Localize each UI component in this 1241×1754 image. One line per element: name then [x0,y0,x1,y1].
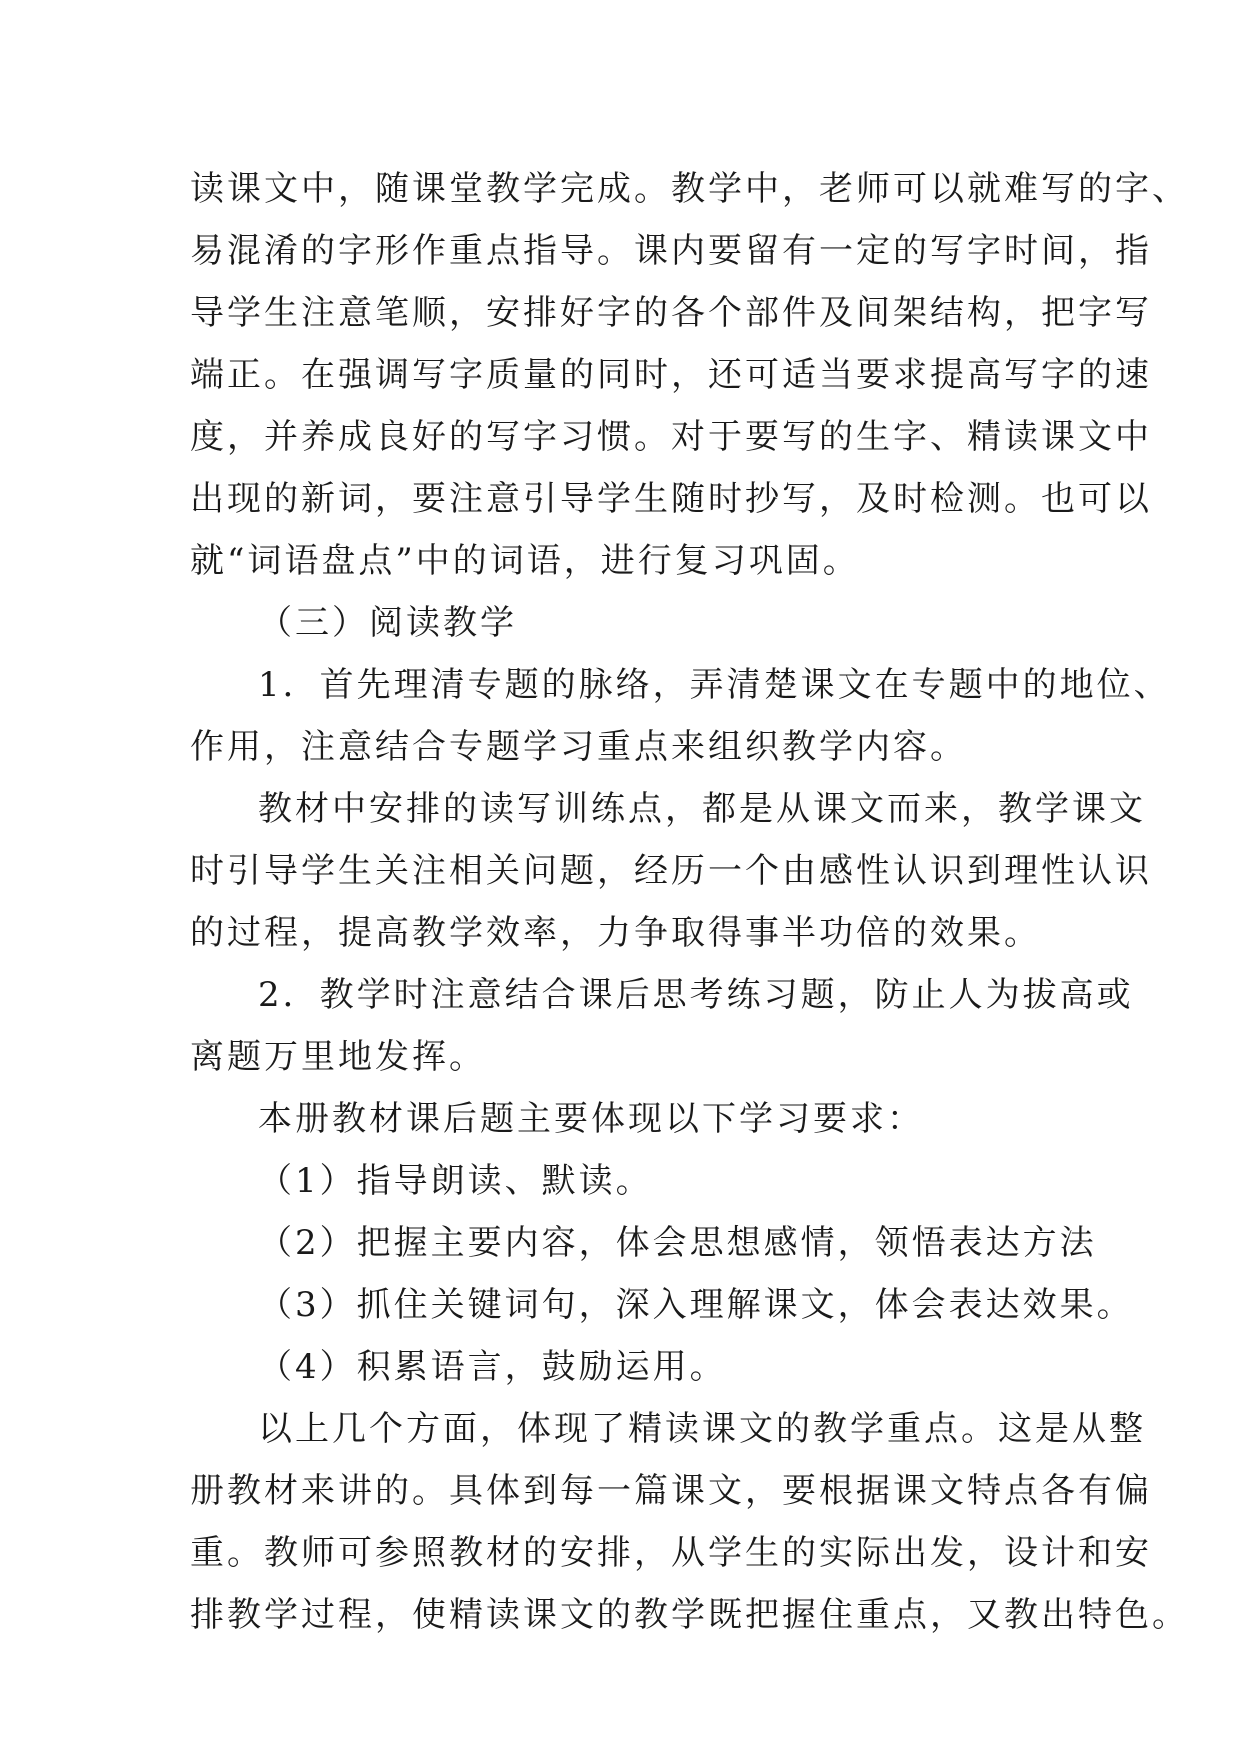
list-item: （1）指导朗读、默读。 [258,1161,653,1201]
text-line: 出现的新词，要注意引导学生随时抄写，及时检测。也可以 [190,479,1152,519]
text-line: 导学生注意笔顺，安排好字的各个部件及间架结构，把字写 [190,293,1152,333]
text-line: 离题万里地发挥。 [190,1037,486,1077]
document-body [190,158,1189,1646]
text-line: 1．首先理清专题的脉络，弄清楚课文在专题中的地位、 [258,665,1171,705]
text-line: 易混淆的字形作重点指导。课内要留有一定的写字时间，指 [190,231,1152,271]
text-line: 度，并养成良好的写字习惯。对于要写的生字、精读课文中 [190,417,1152,457]
text-line: 的过程，提高教学效率，力争取得事半功倍的效果。 [190,913,1041,953]
text-line: 时引导学生关注相关问题，经历一个由感性认识到理性认识 [190,851,1152,891]
text-line: 端正。在强调写字质量的同时，还可适当要求提高写字的速 [190,355,1152,395]
section-heading: （三）阅读教学 [258,603,517,643]
list-item: （4）积累语言，鼓励运用。 [258,1347,727,1387]
text-line: 就“词语盘点”中的词语，进行复习巩固。 [190,541,860,581]
text-line: 2．教学时注意结合课后思考练习题，防止人为拔高或 [258,975,1134,1015]
text-line: 以上几个方面，体现了精读课文的教学重点。这是从整 [258,1409,1146,1449]
text-line: 排教学过程，使精读课文的教学既把握住重点，又教出特色。 [190,1595,1189,1635]
list-item: （3）抓住关键词句，深入理解课文，体会表达效果。 [258,1285,1134,1325]
text-line: 重。教师可参照教材的安排，从学生的实际出发，设计和安 [190,1533,1152,1573]
text-line: 本册教材课后题主要体现以下学习要求： [258,1099,924,1139]
list-item: （2）把握主要内容，体会思想感情，领悟表达方法 [258,1223,1097,1263]
text-line: 读课文中，随课堂教学完成。教学中，老师可以就难写的字、 [190,169,1189,209]
text-line: 册教材来讲的。具体到每一篇课文，要根据课文特点各有偏 [190,1471,1152,1511]
text-line: 教材中安排的读写训练点，都是从课文而来，教学课文 [258,789,1146,829]
text-line: 作用，注意结合专题学习重点来组织教学内容。 [190,727,967,767]
